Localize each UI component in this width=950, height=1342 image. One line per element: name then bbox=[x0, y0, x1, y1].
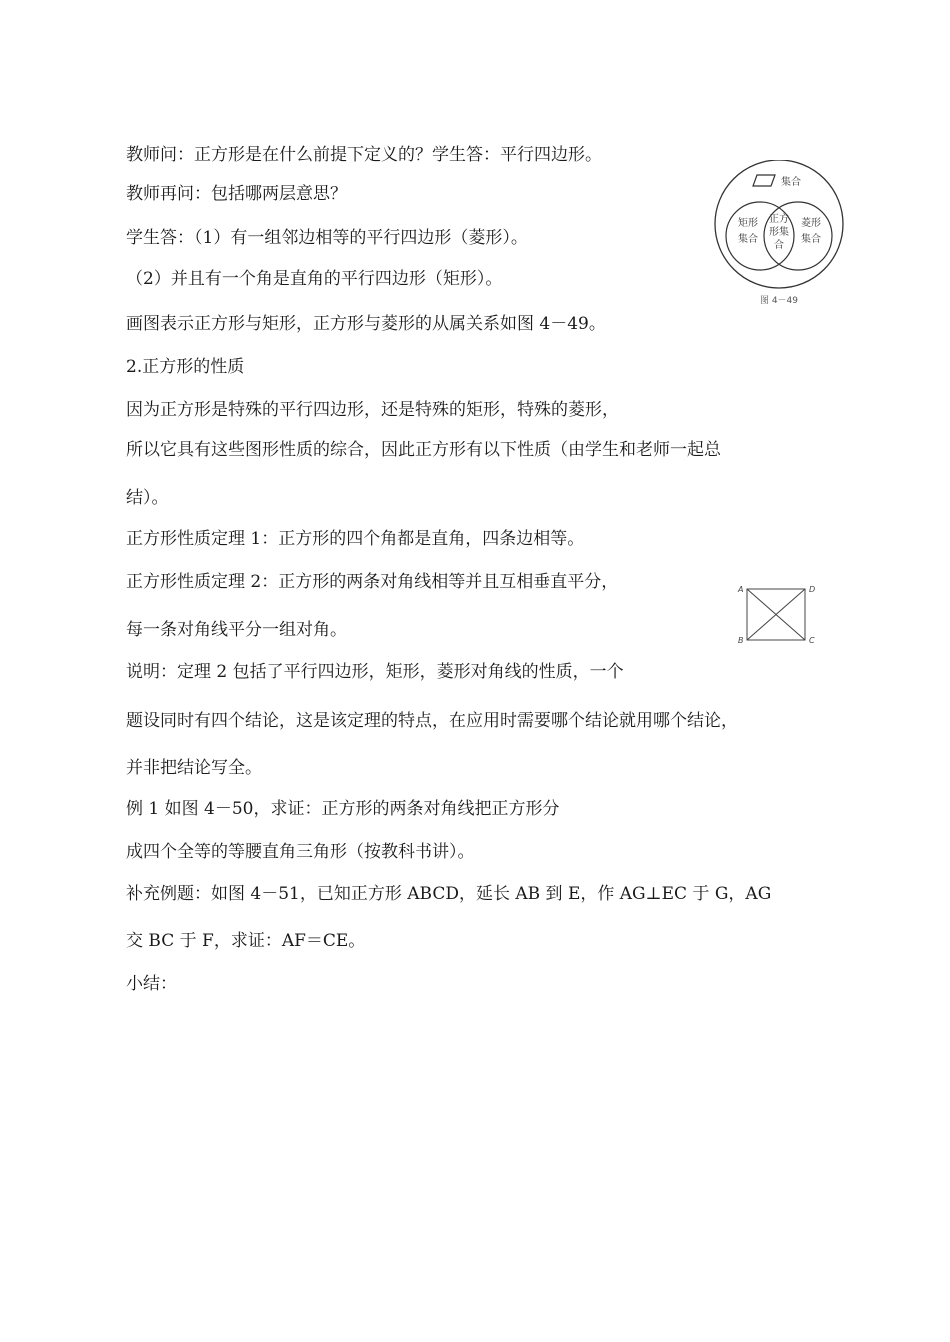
paragraph-example-1: 例 1 如图 4－50，求证：正方形的两条对角线把正方形分 bbox=[126, 799, 560, 819]
outer-set-label: 集合 bbox=[781, 177, 801, 188]
paragraph-properties-summary: 所以它具有这些图形性质的综合，因此正方形有以下性质（由学生和老师一起总 bbox=[126, 440, 721, 460]
paragraph-student-answer-1: 学生答：（1）有一组邻边相等的平行四边形（菱形）。 bbox=[126, 228, 528, 248]
vertex-a-label: A bbox=[738, 585, 744, 594]
paragraph-explanation-cont: 题设同时有四个结论，这是该定理的特点，在应用时需要哪个结论就用哪个结论， bbox=[126, 711, 738, 731]
paragraph-explanation-end: 并非把结论写全。 bbox=[126, 758, 262, 778]
paragraph-theorem-2: 正方形性质定理 2：正方形的两条对角线相等并且互相垂直平分， bbox=[126, 572, 619, 592]
rectangle-set-label-1: 矩形 bbox=[738, 218, 758, 229]
paragraph-extra-example-cont: 交 BC 于 F，求证：AF＝CE。 bbox=[126, 931, 366, 951]
rhombus-set-label-2: 集合 bbox=[801, 234, 821, 245]
square-figure bbox=[736, 580, 822, 652]
square-set-label-2: 形集 bbox=[769, 227, 789, 238]
paragraph-student-answer-2: （2）并且有一个角是直角的平行四边形（矩形）。 bbox=[126, 269, 503, 289]
paragraph-diagram-note: 画图表示正方形与矩形，正方形与菱形的从属关系如图 4－49。 bbox=[126, 314, 606, 334]
paragraph-extra-example: 补充例题：如图 4－51，已知正方形 ABCD，延长 AB 到 E，作 AG⊥EC 于 G，AG bbox=[126, 884, 772, 904]
rhombus-set-label-1: 菱形 bbox=[801, 218, 821, 229]
paragraph-theorem-2-cont: 每一条对角线平分一组对角。 bbox=[126, 620, 347, 640]
vertex-b-label: B bbox=[738, 636, 744, 645]
paragraph-summary-label: 小结： bbox=[126, 974, 177, 994]
paragraph-example-1-cont: 成四个全等的等腰直角三角形（按教科书讲）。 bbox=[126, 842, 475, 862]
square-set-label-1: 正方 bbox=[769, 214, 789, 225]
paragraph-explanation: 说明：定理 2 包括了平行四边形，矩形，菱形对角线的性质，一个 bbox=[126, 662, 624, 682]
paragraph-theorem-1: 正方形性质定理 1：正方形的四个角都是直角，四条边相等。 bbox=[126, 529, 585, 549]
square-set-label-3: 合 bbox=[774, 240, 784, 251]
paragraph-properties-summary-end: 结）。 bbox=[126, 488, 169, 508]
vertex-c-label: C bbox=[809, 636, 815, 645]
figure-caption: 图 4－49 bbox=[759, 296, 799, 306]
rectangle-set-label-2: 集合 bbox=[738, 234, 758, 245]
paragraph-teacher-question: 教师问：正方形是在什么前提下定义的？学生答：平行四边形。 bbox=[126, 145, 602, 165]
paragraph-properties-intro: 因为正方形是特殊的平行四边形，还是特殊的矩形，特殊的菱形， bbox=[126, 400, 619, 420]
parallelogram-icon bbox=[753, 175, 775, 186]
vertex-d-label: D bbox=[809, 585, 816, 594]
paragraph-teacher-question-2: 教师再问：包括哪两层意思？ bbox=[126, 184, 347, 204]
section-heading: 2.正方形的性质 bbox=[126, 357, 245, 377]
venn-figure bbox=[708, 160, 850, 314]
